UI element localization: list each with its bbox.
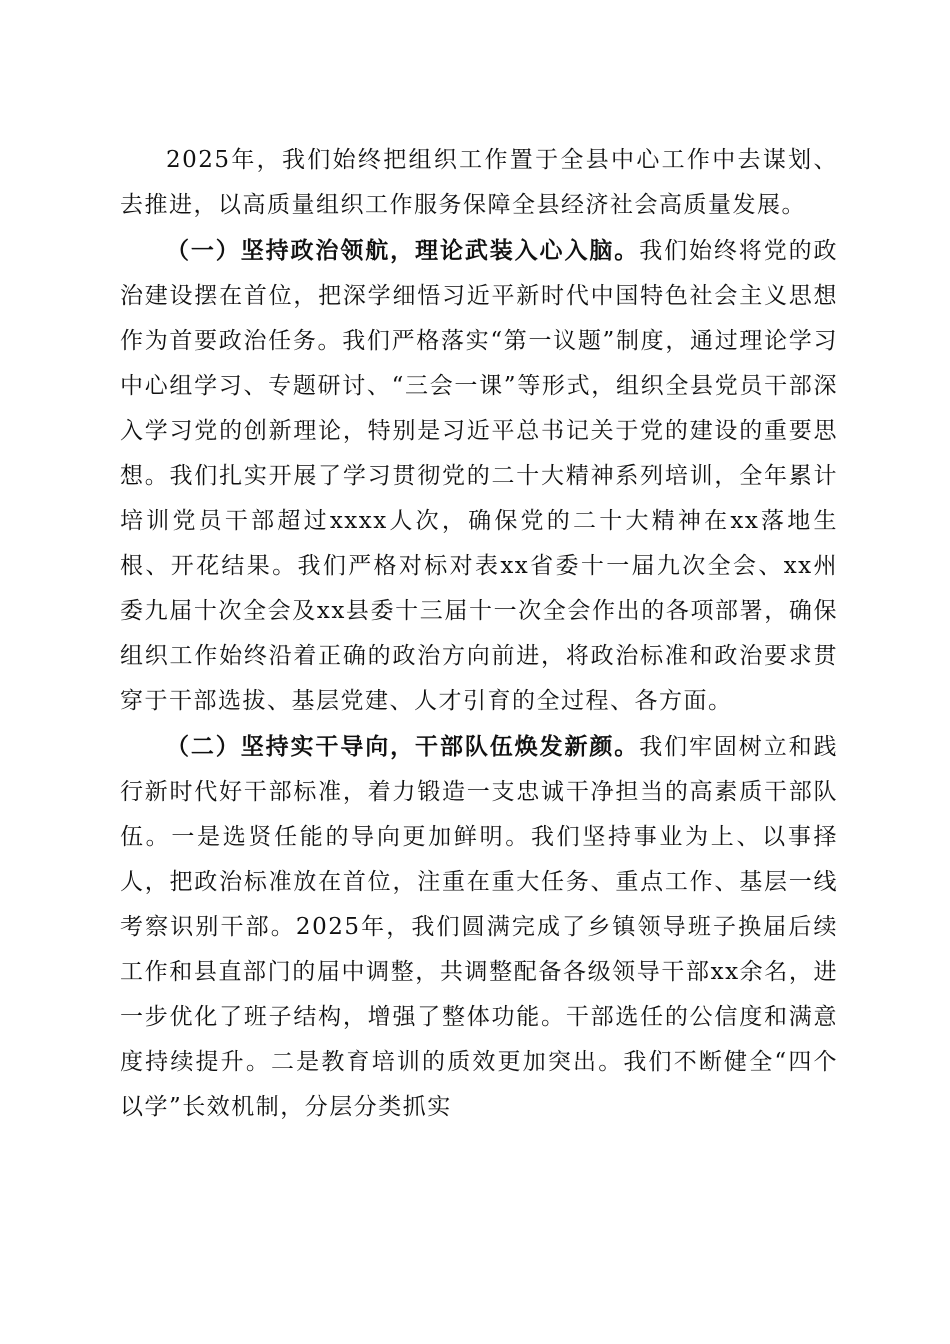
section-2-text: 我们牢固树立和践行新时代好干部标准，着力锻造一支忠诚干净担当的高素质干部队伍。一是选贤任能的导向更加鲜明。我们坚持事业为上、以事择人，把政治标准放在首位，注重在重大任务、重点工作、基层一线考察识别干部。2025年，我们圆满完成了乡镇领导班子换届后续工作和县直部门的届中调整，共调整配备各级领导干部xx余名，进一步优化了班子结构，增强了整体功能。干部选任的公信度和满意度持续提升。二是教育培训的质效更加突出。我们不断健全“四个以学”长效机制，分层分类抓实 bbox=[120, 734, 839, 1120]
section-1-heading: （一）坚持政治领航，理论武装入心入脑。 bbox=[166, 237, 640, 264]
paragraph-section-1 bbox=[120, 228, 838, 724]
section-2-heading: （二）坚持实干导向，干部队伍焕发新颜。 bbox=[166, 733, 640, 760]
paragraph-intro bbox=[120, 138, 838, 228]
document-page bbox=[120, 138, 838, 1130]
section-1-text: 我们始终将党的政治建设摆在首位，把深学细悟习近平新时代中国特色社会主义思想作为首要政治任务。我们严格落实“第一议题”制度，通过理论学习中心组学习、专题研讨、“三会一课”等形式，组织全县党员干部深入学习党的创新理论，特别是习近平总书记关于党的建设的重要思想。我们扎实开展了学习贯彻党的二十大精神系列培训，全年累计培训党员干部超过xxxx人次，确保党的二十大精神在xx落地生根、开花结果。我们严格对标对表xx省委十一届九次全会、xx州委九届十次全会及xx县委十三届十一次全会作出的各项部署，确保组织工作始终沿着正确的政治方向前进，将政治标准和政治要求贯穿于干部选拔、基层党建、人才引育的全过程、各方面。 bbox=[120, 238, 839, 714]
paragraph-section-2 bbox=[120, 724, 838, 1130]
paragraph-intro-text: 2025年，我们始终把组织工作置于全县中心工作中去谋划、去推进，以高质量组织工作服务保障全县经济社会高质量发展。 bbox=[120, 147, 838, 218]
